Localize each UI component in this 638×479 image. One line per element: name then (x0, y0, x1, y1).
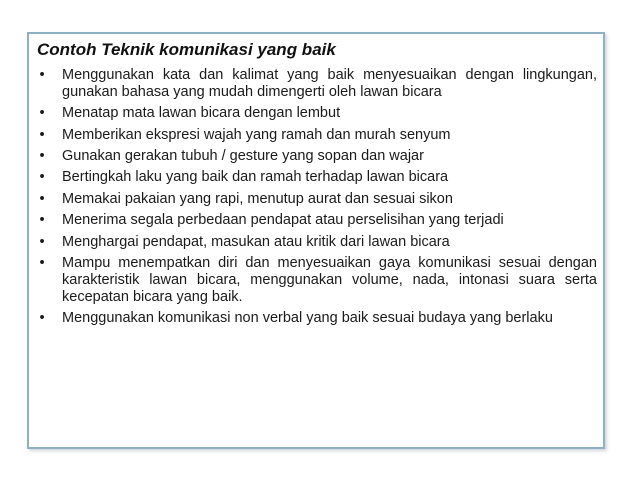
list-item (37, 255, 597, 305)
bullet-icon: • (39, 169, 45, 186)
list-item-text: Bertingkah laku yang baik dan ramah terhadap lawan bicara (62, 169, 449, 186)
list-item (37, 234, 597, 251)
bullet-icon: • (39, 105, 45, 122)
bullet-list (37, 67, 597, 331)
list-item-text: Gunakan gerakan tubuh / gesture yang sopan dan wajar (62, 147, 424, 164)
list-item-text: Menatap mata lawan bicara dengan lembut (62, 105, 341, 122)
list-item-text: Memakai pakaian yang rapi, menutup aurat dan sesuai sikon (62, 190, 453, 207)
bullet-icon: • (39, 254, 45, 271)
list-item-text: Menerima segala perbedaan pendapat atau perselisihan yang terjadi (62, 212, 504, 229)
list-item-text: Menggunakan komunikasi non verbal yang baik sesuai budaya yang berlaku (62, 309, 553, 326)
bullet-icon: • (39, 190, 45, 207)
list-item (37, 169, 597, 186)
content-box (27, 32, 605, 449)
list-item (37, 148, 597, 165)
bullet-icon: • (39, 126, 45, 143)
bullet-icon: • (39, 212, 45, 229)
list-item (37, 127, 597, 144)
list-item (37, 105, 597, 122)
list-item-text: Menggunakan kata dan kalimat yang baik menyesuaikan dengan lingkungan, gunakan bahasa yang mudah dimengerti oleh lawan bicara (62, 67, 597, 100)
list-item-text: Memberikan ekspresi wajah yang ramah dan murah senyum (62, 126, 451, 143)
list-item (37, 67, 597, 101)
bullet-icon: • (39, 233, 45, 250)
list-item (37, 191, 597, 208)
bullet-icon: • (39, 147, 45, 164)
bullet-icon: • (39, 67, 45, 83)
heading: Contoh Teknik komunikasi yang baik (37, 40, 336, 59)
list-item-text: Menghargai pendapat, masukan atau kritik dari lawan bicara (62, 233, 450, 250)
list-item-text: Mampu menempatkan diri dan menyesuaikan gaya komunikasi sesuai dengan karakteristik lawan bicara, menggunakan volume, nada, intonasi suara serta kecepatan bicara yang baik. (62, 254, 597, 305)
list-item (37, 310, 597, 327)
bullet-icon: • (39, 309, 45, 326)
list-item (37, 212, 597, 229)
